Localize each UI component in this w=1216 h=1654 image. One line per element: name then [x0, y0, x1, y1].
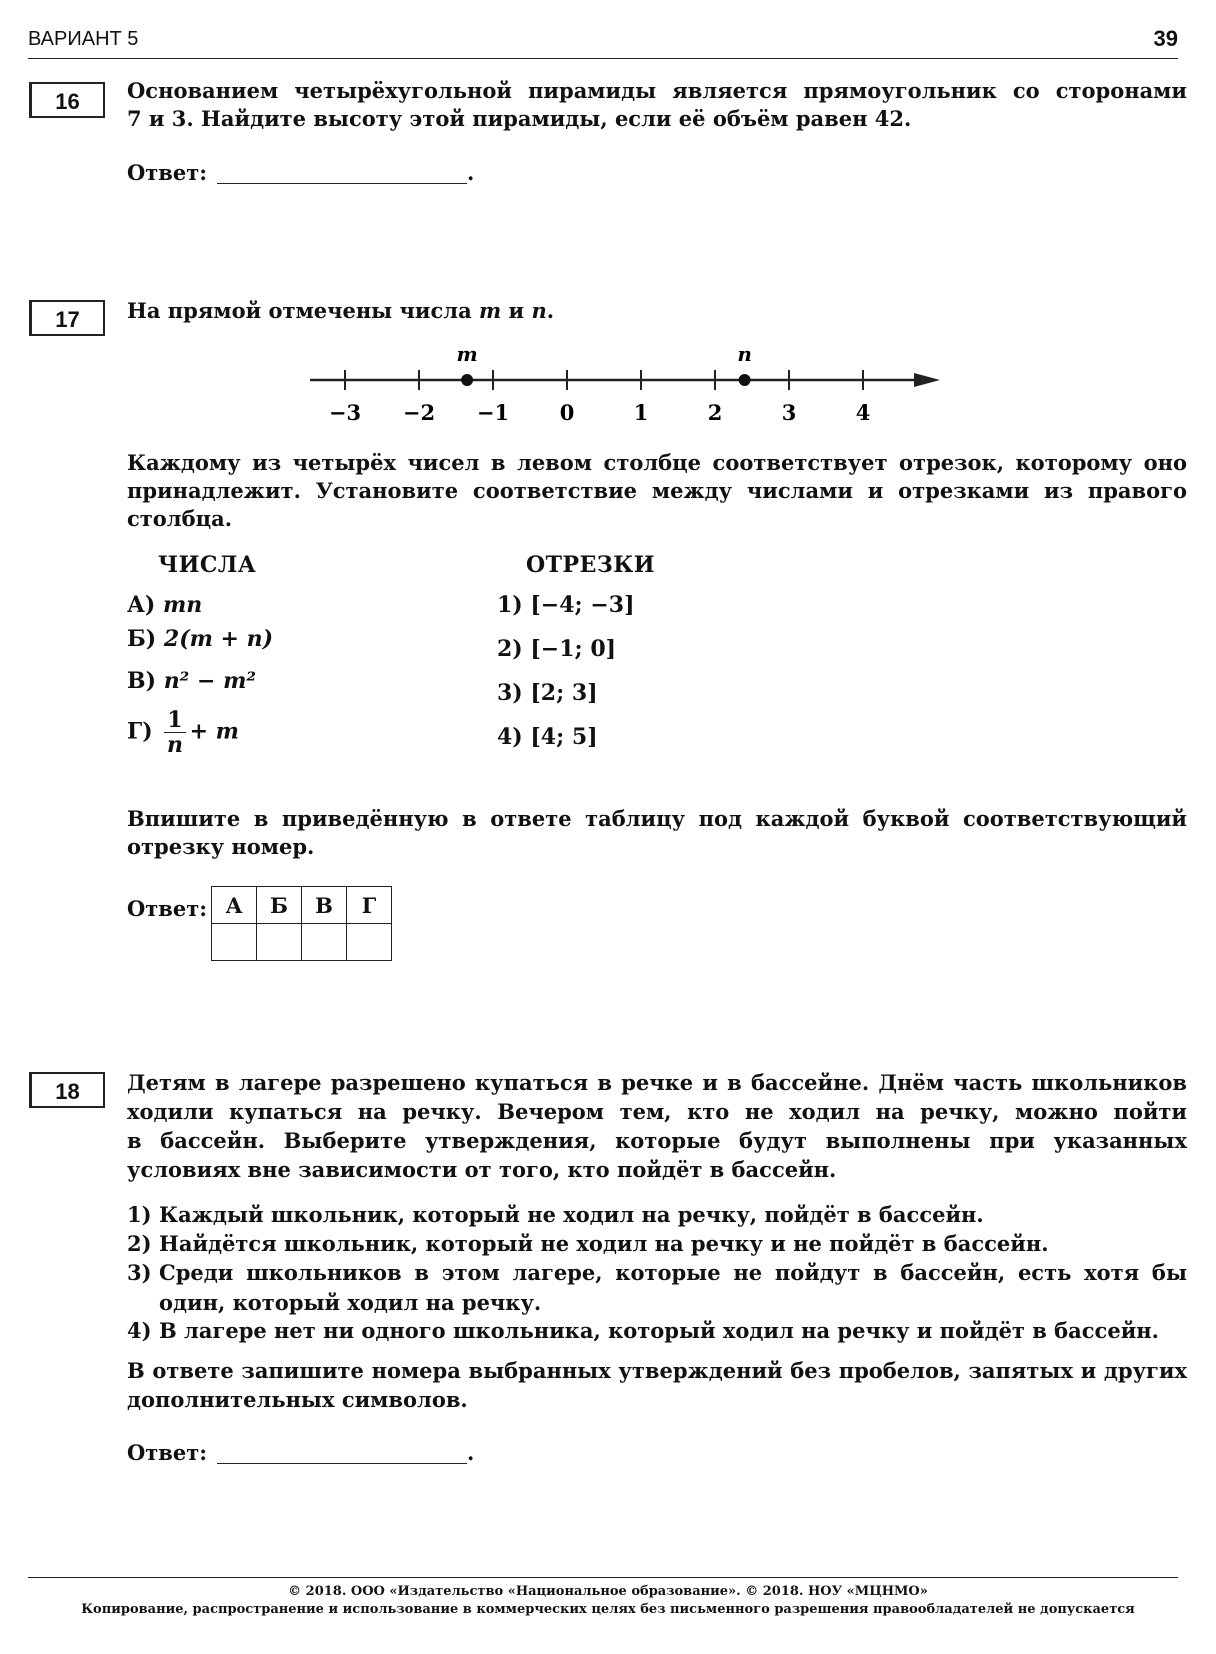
number-g-fraction [164, 708, 185, 757]
number-v-label: В) [127, 668, 157, 694]
footer-divider [28, 1577, 1178, 1578]
statement-4-label: 4) [127, 1318, 152, 1343]
statement-2 [127, 1229, 1187, 1259]
number-g [127, 708, 239, 757]
footer-copyright: © 2018. ООО «Издательство «Национальное образование». © 2018. НОУ «МЦНМО» [288, 1584, 928, 1599]
task-18-answer-end: . [467, 1440, 475, 1465]
task-18-instruction-line-1: В ответе запишите номера выбранных утверждений без пробелов, запятых и других [127, 1358, 1187, 1383]
segment-1-label: 1) [497, 592, 523, 618]
task-17-text-line-3: столбца. [127, 506, 233, 531]
segments-column-header: ОТРЕЗКИ [526, 552, 656, 578]
task-16-answer-label: Ответ: [127, 160, 208, 185]
tick-label: 2 [707, 400, 723, 425]
answer-table-cell-v[interactable] [302, 924, 347, 961]
number-b-label: Б) [127, 626, 157, 652]
task-18-instruction-line-2: дополнительных символов. [127, 1387, 468, 1412]
answer-table-cell-a[interactable] [212, 924, 257, 961]
statement-3 [127, 1258, 1187, 1318]
statement-1-label: 1) [127, 1202, 152, 1227]
tick-label: 1 [633, 400, 649, 425]
statement-2-text: Найдётся школьник, который не ходил на речку и не пойдёт в бассейн. [159, 1231, 1049, 1256]
task-16-text-line-1: Основанием четырёхугольной пирамиды является прямоугольник со сторонами [127, 78, 1187, 103]
segment-1-value: [−4; −3] [530, 592, 635, 618]
statement-4-text: В лагере нет ни одного школьника, который ходил на речку и пойдёт в бассейн. [159, 1318, 1159, 1343]
numbers-column-header: ЧИСЛА [158, 552, 257, 578]
segment-4 [497, 724, 598, 750]
number-b-expr: 2(m + n) [163, 626, 274, 652]
task-17-number: 17 [29, 300, 105, 336]
statement-3-text: Среди школьников в этом лагере, которые не пойдут в бассейн, есть хотя бы один, который ходил на речку. [159, 1260, 1187, 1315]
segment-4-label: 4) [497, 724, 523, 750]
task-17-var-n: n [531, 298, 547, 323]
task-16-number: 16 [29, 82, 105, 118]
number-g-label: Г) [127, 718, 153, 745]
answer-table-header-a: А [212, 887, 257, 924]
answer-table-header-g: Г [347, 887, 392, 924]
segment-4-value: [4; 5] [530, 724, 598, 750]
task-17-text-line-1: Каждому из четырёх чисел в левом столбце соответствует отрезок, которому оно [127, 450, 1187, 475]
statement-4 [127, 1316, 1187, 1346]
number-g-expr: + m [189, 718, 239, 745]
point-n-dot [739, 374, 751, 386]
page-number: 39 [1153, 26, 1178, 51]
number-v [127, 668, 256, 694]
segment-3-label: 3) [497, 680, 523, 706]
task-17-intro-end: . [546, 298, 555, 323]
answer-table-header-b: Б [257, 887, 302, 924]
task-18-answer-field[interactable] [217, 1441, 467, 1464]
task-18-answer [127, 1440, 474, 1465]
tick-label: −1 [476, 400, 510, 425]
task-18-text-line-3: в бассейн. Выберите утверждения, которые будут выполнены при указанных [127, 1128, 1187, 1153]
segment-1 [497, 592, 634, 618]
point-m-dot [461, 374, 473, 386]
task-17-instruction-line-1: Впишите в приведённую в ответе таблицу под каждой буквой соответствующий [127, 806, 1187, 831]
header-divider [28, 58, 1178, 59]
number-g-frac-numerator: 1 [164, 708, 185, 733]
task-16-answer-field[interactable] [217, 161, 467, 184]
task-16-answer-end: . [467, 160, 475, 185]
segment-2 [497, 636, 616, 662]
statement-3-label: 3) [127, 1260, 152, 1285]
task-17-intro-prefix: На прямой отмечены числа [127, 298, 480, 323]
number-v-expr: n² − m² [163, 668, 256, 694]
task-17-answer-label: Ответ: [127, 896, 208, 921]
tick-label: 3 [781, 400, 797, 425]
variant-label: ВАРИАНТ 5 [28, 28, 139, 50]
statement-1-text: Каждый школьник, который не ходил на речку, пойдёт в бассейн. [159, 1202, 984, 1227]
task-16-text-line-2: 7 и 3. Найдите высоту этой пирамиды, если её объём равен 42. [127, 106, 912, 131]
number-a-expr: mn [163, 592, 203, 618]
statement-2-label: 2) [127, 1231, 152, 1256]
task-17-var-m: m [479, 298, 502, 323]
point-m-label: m [456, 345, 478, 366]
task-17-answer-table [211, 886, 392, 961]
number-a-label: А) [127, 592, 156, 618]
answer-table-cell-g[interactable] [347, 924, 392, 961]
tick-label: −2 [402, 400, 436, 425]
point-n-label: n [737, 345, 752, 366]
answer-table-cell-b[interactable] [257, 924, 302, 961]
number-b [127, 626, 273, 652]
segment-3-value: [2; 3] [530, 680, 598, 706]
number-g-frac-denominator: n [166, 732, 183, 758]
answer-table-header-v: В [302, 887, 347, 924]
task-17-intro-and: и [501, 298, 532, 323]
tick-label: 0 [559, 400, 575, 425]
number-line-arrow [914, 373, 940, 387]
segment-3 [497, 680, 598, 706]
footer-notice: Копирование, распространение и использование в коммерческих целях без письменного разрешения правообладателей не допускается [81, 1602, 1135, 1617]
task-16-answer [127, 160, 474, 185]
task-17-instruction-line-2: отрезку номер. [127, 834, 315, 859]
segment-2-value: [−1; 0] [530, 636, 617, 662]
task-18-text-line-1: Детям в лагере разрешено купаться в речке и в бассейне. Днём часть школьников [127, 1070, 1187, 1095]
number-line [300, 345, 960, 435]
statement-1 [127, 1200, 1187, 1230]
segment-2-label: 2) [497, 636, 523, 662]
tick-label: −3 [328, 400, 362, 425]
tick-label: 4 [855, 400, 871, 425]
task-17-intro [127, 296, 1187, 326]
task-18-answer-label: Ответ: [127, 1440, 208, 1465]
task-18-text-line-4: условиях вне зависимости от того, кто пойдёт в бассейн. [127, 1157, 837, 1182]
task-18-text-line-2: ходили купаться на речку. Вечером тем, кто не ходил на речку, можно пойти [127, 1099, 1187, 1124]
task-17-text-line-2: принадлежит. Установите соответствие между числами и отрезками из правого [127, 478, 1187, 503]
number-a [127, 592, 202, 618]
task-18-number: 18 [29, 1072, 105, 1108]
